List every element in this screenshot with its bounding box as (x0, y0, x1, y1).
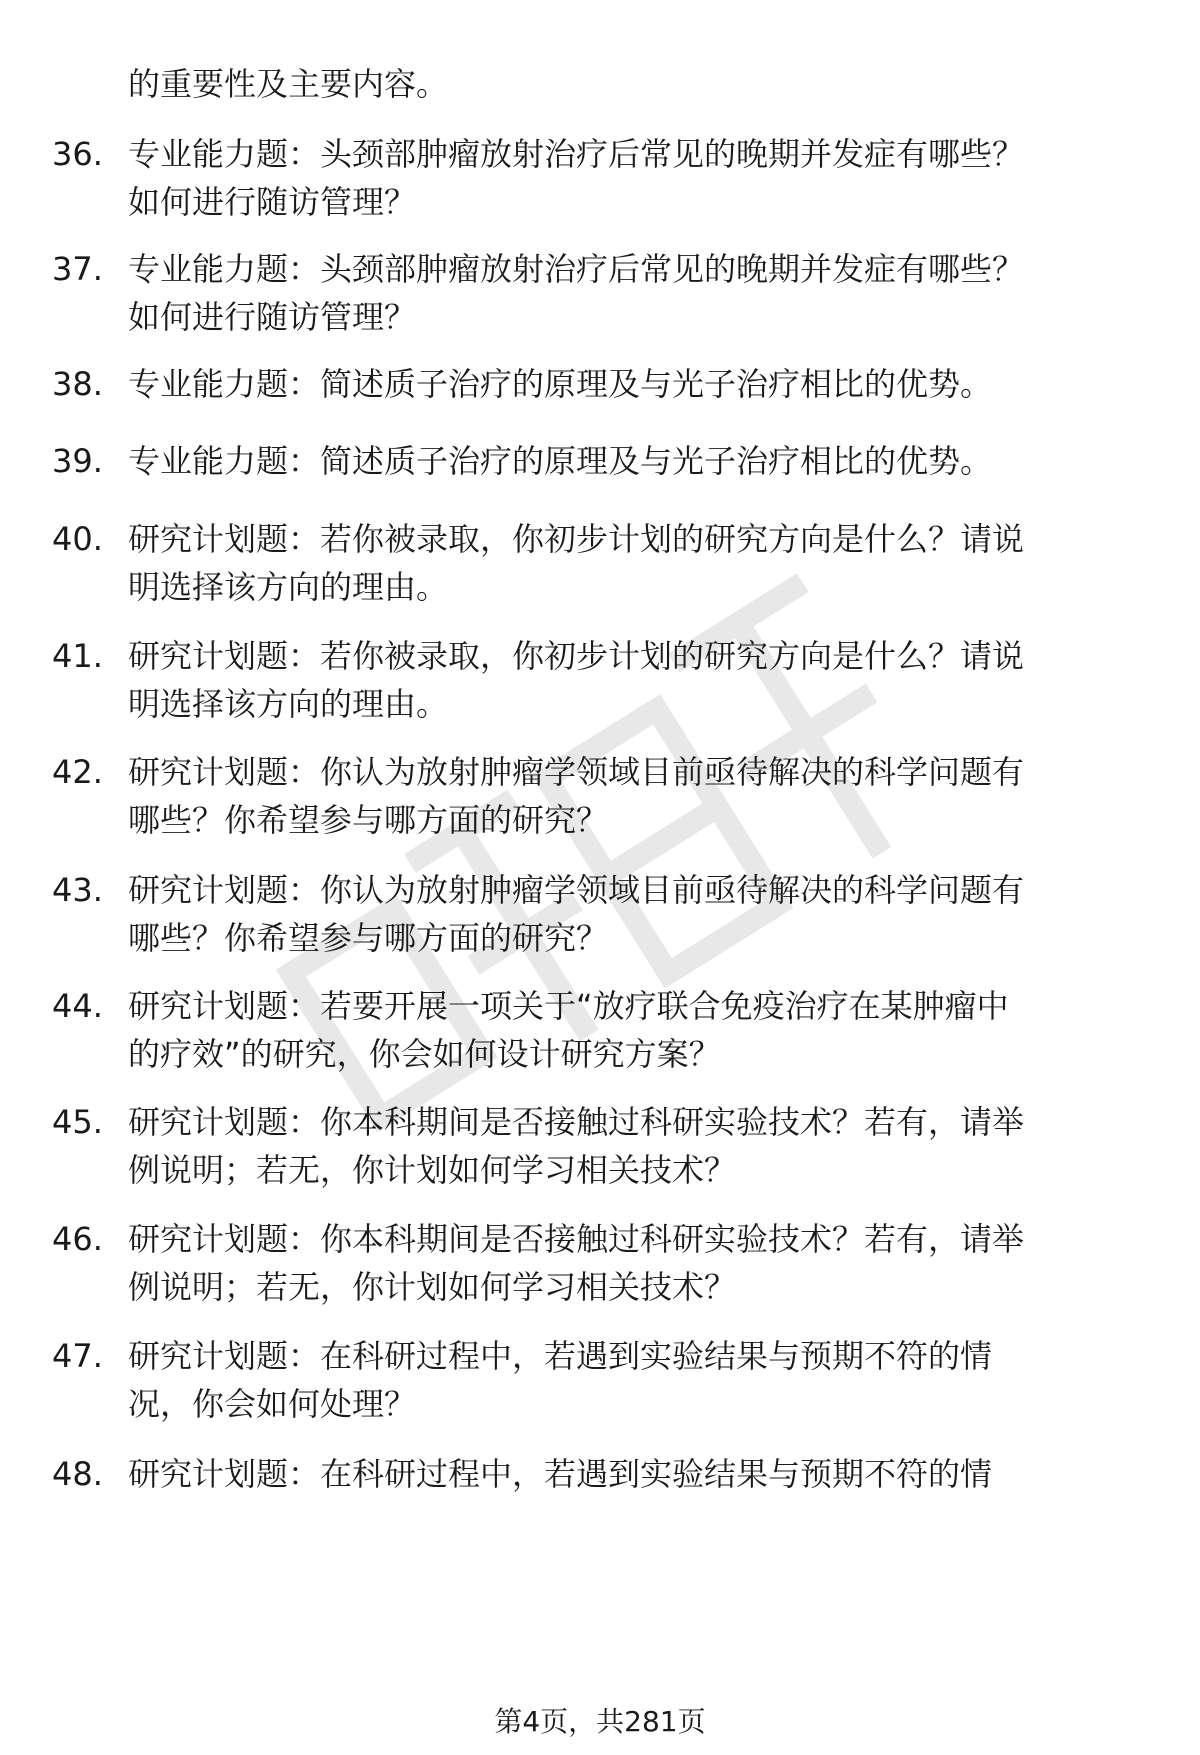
question-text-line: 如何进行随访管理？ (128, 298, 417, 336)
question-text (128, 982, 1148, 1078)
page-footer: 第4页，共281页 (494, 1705, 706, 1738)
question-text-line: 专业能力题：头颈部肿瘤放射治疗后常见的晚期并发症有哪些？ (128, 135, 1025, 173)
question-text-line: 哪些？你希望参与哪方面的研究？ (128, 919, 609, 957)
question-number: 45. (52, 1103, 103, 1141)
question-text-line: 专业能力题：简述质子治疗的原理及与光子治疗相比的优势。 (128, 365, 993, 403)
continued-question-text: 的重要性及主要内容。 (128, 65, 449, 103)
question-text-line: 明选择该方向的理由。 (128, 685, 449, 723)
question-text-line: 专业能力题：简述质子治疗的原理及与光子治疗相比的优势。 (128, 442, 993, 480)
question-number: 40. (52, 520, 103, 558)
question-text-line: 例说明；若无，你计划如何学习相关技术？ (128, 1151, 737, 1189)
question-number: 41. (52, 637, 103, 675)
question-text-line: 如何进行随访管理？ (128, 183, 417, 221)
question-text (128, 245, 1148, 341)
question-text-line: 的疗效”的研究，你会如何设计研究方案？ (128, 1035, 721, 1073)
question-number: 43. (52, 871, 103, 909)
question-text-line: 研究计划题：若要开展一项关于“放疗联合免疫治疗在某肿瘤中 (128, 987, 1009, 1025)
question-text (128, 360, 1148, 408)
question-number: 42. (52, 753, 103, 791)
question-text (128, 437, 1148, 485)
question-number: 44. (52, 987, 103, 1025)
question-text-line: 研究计划题：你认为放射肿瘤学领域目前亟待解决的科学问题有 (128, 871, 1025, 909)
question-text (128, 632, 1148, 728)
question-text-line: 研究计划题：若你被录取，你初步计划的研究方向是什么？请说 (128, 520, 1025, 558)
question-number: 47. (52, 1337, 103, 1375)
question-text-line: 研究计划题：在科研过程中，若遇到实验结果与预期不符的情 (128, 1455, 993, 1493)
question-number: 38. (52, 365, 103, 403)
question-number: 46. (52, 1220, 103, 1258)
question-text-line: 研究计划题：你认为放射肿瘤学领域目前亟待解决的科学问题有 (128, 753, 1025, 791)
question-text-line: 专业能力题：头颈部肿瘤放射治疗后常见的晚期并发症有哪些？ (128, 250, 1025, 288)
question-text-line: 研究计划题：在科研过程中，若遇到实验结果与预期不符的情 (128, 1337, 993, 1375)
question-number: 48. (52, 1455, 103, 1493)
question-text (128, 748, 1148, 844)
question-text-line: 哪些？你希望参与哪方面的研究？ (128, 801, 609, 839)
question-number: 37. (52, 250, 103, 288)
question-text (128, 1332, 1148, 1428)
question-number: 39. (52, 442, 103, 480)
question-text-line: 研究计划题：若你被录取，你初步计划的研究方向是什么？请说 (128, 637, 1025, 675)
question-number: 36. (52, 135, 103, 173)
question-text (128, 130, 1148, 226)
question-text (128, 866, 1148, 962)
question-text (128, 1450, 1148, 1498)
question-text (128, 1098, 1148, 1194)
question-text-line: 研究计划题：你本科期间是否接触过科研实验技术？若有，请举 (128, 1220, 1025, 1258)
question-text-line: 例说明；若无，你计划如何学习相关技术？ (128, 1268, 737, 1306)
question-text-line: 况，你会如何处理？ (128, 1385, 417, 1423)
question-text (128, 1215, 1148, 1311)
question-text (128, 515, 1148, 611)
question-text-line: 明选择该方向的理由。 (128, 568, 449, 606)
question-text-line: 研究计划题：你本科期间是否接触过科研实验技术？若有，请举 (128, 1103, 1025, 1141)
